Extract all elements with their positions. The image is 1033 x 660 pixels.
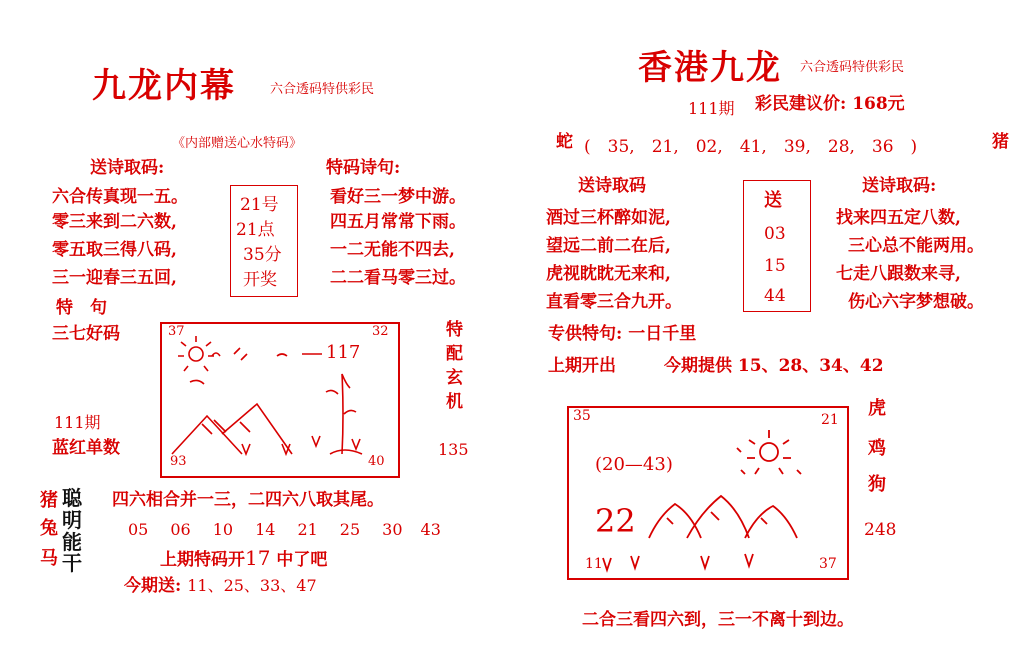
pic-big-22: 22 [595, 502, 636, 540]
left-tejv: 特 句 [56, 298, 107, 318]
left-today [124, 578, 317, 595]
number-item: 30 [382, 520, 403, 539]
right-zodiac-char: 狗 [868, 474, 886, 495]
right-pig: 猪 [992, 132, 1009, 152]
draw-time-line: 21点 [236, 220, 275, 240]
left-xuanji-num: 135 [438, 440, 469, 459]
left-sketch-drawing [162, 324, 398, 476]
pic-corner-num: 40 [368, 454, 385, 469]
right-poem-line: 虎视眈眈无来和, [546, 264, 671, 284]
cong-char: 明 [62, 508, 82, 532]
today-label: 今期送: [124, 576, 182, 596]
right-period: 111期 [688, 99, 735, 118]
left-subtitle: 六合透码特供彩民 [270, 82, 375, 97]
number-item: 10 [212, 520, 234, 539]
left-poem-line: 三一迎春三五回, [52, 268, 177, 288]
last-num: 17 [245, 546, 271, 570]
left-sanqi: 三七好码 [52, 324, 120, 344]
right-sketch-drawing [569, 408, 847, 578]
xuanji-char: 机 [446, 392, 463, 412]
right-zodiac-char: 鸡 [868, 438, 886, 459]
right-poem-line: 直看零三合九开。 [546, 292, 682, 312]
left-period: 111期 [54, 413, 101, 432]
number-item: 05 [128, 520, 149, 539]
right-poem-right-line: 三心总不能两用。 [848, 236, 984, 256]
right-last-label: 上期开出 [548, 356, 616, 376]
right-poem-right-line: 七走八跟数来寻, [836, 264, 961, 284]
left-poem-line: 零五取三得八码, [52, 240, 177, 260]
pic-corner-num: 37 [168, 324, 185, 339]
right-subtitle: 六合透码特供彩民 [800, 60, 905, 75]
right-poem-heading-left: 送诗取码 [578, 176, 646, 196]
num-item: 39 [783, 137, 806, 157]
send-line: 44 [764, 286, 786, 306]
xuanji-char: 配 [446, 344, 463, 364]
number-item: 14 [255, 520, 276, 539]
left-poem-right-line: 二二看马零三过。 [330, 268, 466, 288]
left-poem-right-line: 四五月常常下雨。 [330, 212, 466, 232]
pic-scribble: (20—43) [595, 454, 673, 475]
right-poem-right-line: 伤心六字梦想破。 [848, 292, 984, 312]
draw-time-line: 35分 [243, 245, 282, 265]
last-line-b: 中了吧 [276, 550, 328, 570]
left-title: 九龙内幕 [92, 66, 236, 106]
send-line: 送 [764, 190, 782, 211]
right-today: 今期提供 15、28、34、42 [664, 356, 884, 376]
num-item: 35 [607, 137, 630, 157]
right-special: 专供特句: 一日千里 [548, 324, 697, 344]
pic-corner-num: 93 [170, 454, 187, 469]
right-poem-line: 望远二前二在后, [546, 236, 671, 256]
zodiac-char: 马 [40, 548, 58, 569]
pic-corner-num: 11 [585, 556, 603, 572]
right-poem-line: 酒过三杯醉如泥, [546, 208, 671, 228]
left-numbers [128, 520, 441, 539]
right-price: 彩民建议价: 168元 [755, 94, 905, 114]
right-bottom-line: 二合三看四六到，三一不离十到边。 [582, 610, 854, 630]
draw-time-line: 21号 [240, 195, 279, 215]
left-poem-right-line: 看好三一梦中游。 [330, 187, 466, 207]
cong-char: 能 [62, 530, 82, 554]
num-item: 41 [739, 137, 762, 157]
left-poem-heading-left: 送诗取码: [90, 158, 165, 178]
number-item: 21 [297, 520, 318, 539]
right-poem-right-line: 找来四五定八数, [836, 208, 961, 228]
send-line: 03 [764, 224, 786, 244]
right-snake: 蛇 [556, 132, 573, 152]
pic-corner-num: 21 [821, 412, 839, 428]
left-riddle-picture [160, 322, 400, 478]
xuanji-char: 特 [446, 320, 463, 340]
left-poem-line: 零三来到二六数, [52, 212, 177, 232]
cong-char: 干 [62, 551, 82, 575]
xuanji-char: 玄 [446, 368, 463, 388]
pic-corner-num: 35 [573, 408, 591, 424]
right-poem-heading-right: 送诗取码: [862, 176, 937, 196]
zodiac-char: 猪 [40, 490, 58, 511]
today-nums: 11、25、33、47 [187, 576, 317, 595]
number-item: 06 [170, 520, 191, 539]
right-zodiac-char: 虎 [868, 398, 886, 419]
right-side-num: 248 [864, 520, 897, 540]
right-title: 香港九龙 [638, 48, 782, 88]
left-lanhong: 蓝红单数 [52, 438, 120, 458]
pic-scribble-num: 117 [326, 342, 361, 363]
left-line1: 四六相合并一三，二四六八取其尾。 [112, 490, 384, 510]
num-item: 36 [871, 137, 894, 157]
left-last-line [160, 548, 327, 569]
left-banner: 《内部赠送心水特码》 [172, 136, 303, 151]
cong-char: 聪 [62, 486, 82, 510]
left-poem-right-line: 一二无能不四去, [330, 240, 455, 260]
left-poem-heading-right: 特码诗句: [326, 158, 401, 178]
num-item: 02 [695, 137, 718, 157]
num-item: 28 [827, 137, 850, 157]
send-line: 15 [764, 256, 786, 276]
number-item: 25 [339, 520, 361, 539]
pic-corner-num: 37 [819, 556, 837, 572]
right-riddle-picture [567, 406, 849, 580]
number-item: 43 [420, 520, 441, 539]
draw-time-line: 开奖 [243, 270, 277, 290]
pic-corner-num: 32 [372, 324, 389, 339]
num-item: 21 [651, 137, 674, 157]
last-line-a: 上期特码开 [160, 550, 245, 570]
right-nums-row: ( 35, 21, 02, 41, 39, 28, 36 ) [584, 137, 918, 157]
left-poem-line: 六合传真现一五。 [52, 187, 188, 207]
zodiac-char: 兔 [40, 518, 58, 539]
